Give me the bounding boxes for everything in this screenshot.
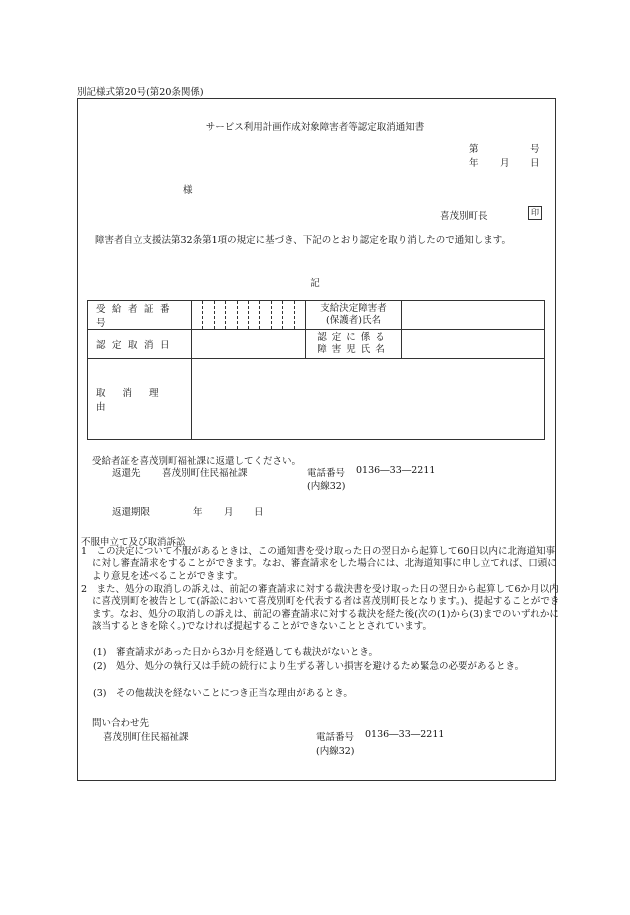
label-child-line1: 認定に係る [317, 332, 390, 343]
contact-dept: 喜茂別町住民福祉課 [103, 732, 189, 743]
document-title: サービス利用計画作成対象障害者等認定取消通知書 [205, 122, 425, 133]
field-cancel-reason[interactable] [192, 359, 545, 440]
label-guardian-line2: (保護者)氏名 [326, 315, 381, 326]
label-child-name [306, 330, 402, 359]
field-child-name[interactable] [402, 330, 545, 359]
form-number: 別記様式第20号(第20条関係) [77, 87, 204, 98]
return-tel: 0136―33―2211 [356, 465, 436, 476]
appeal-sub-2: (2) 処分、処分の執行又は手続の続行により生ずる著しい損害を避けるため緊急の必要があるとき。 [93, 661, 525, 672]
label-cancel-reason: 取消理由 [88, 359, 192, 440]
field-recipient-cert-no[interactable] [192, 301, 306, 330]
cert-number-boxes [192, 301, 305, 329]
doc-number-dai: 第 [469, 144, 479, 155]
seal-mark [528, 206, 542, 220]
date-day: 日 [530, 158, 540, 169]
table-row-recipient [88, 301, 545, 330]
contact-ext: (内線32) [316, 746, 355, 757]
issuer-name: 喜茂別町長 [440, 211, 488, 222]
doc-number-go: 号 [530, 144, 540, 155]
deadline-year: 年 [193, 507, 203, 518]
label-recipient-cert-no: 受給者証番号 [88, 301, 192, 330]
deadline-day: 日 [254, 507, 264, 518]
seal-stamp-icon: 印 [528, 206, 542, 220]
appeal-sub-1: (1) 審査請求があった日から3か月を経過しても裁決がないとき。 [93, 647, 379, 658]
return-dest: 喜茂別町住民福祉課 [162, 468, 248, 479]
return-note: 受給者証を喜茂別町福祉課に返還してください。 [92, 456, 302, 467]
return-ext: (内線32) [307, 481, 346, 492]
ki-heading: 記 [310, 278, 320, 289]
table-row-reason [88, 359, 545, 440]
addressee-suffix: 様 [183, 185, 193, 196]
label-guardian-name [306, 301, 402, 330]
contact-tel-label: 電話番号 [316, 732, 355, 743]
appeal-item-2: 2 また、処分の取消しの訴えは、前記の審査請求に対する裁決書を受け取った日の翌日から起算して6か月以内に喜茂別町を被告として(訴訟において喜茂別町を代表する者は喜茂別町長となります。)、提起することができます。なお、処分の取消しの訴えは、前記の審査請求に対する裁決を経た後(次の(1)から(3)までのいずれかに該当するときを除く。)でなければ提起することができないこととされています。 [81, 584, 560, 633]
contact-heading: 問い合わせ先 [92, 718, 150, 729]
appeal-item-1: 1 この決定について不服があるときは、この通知書を受け取った日の翌日から起算して60日以内に北海道知事に対し審査請求をすることができます。なお、審査請求をした場合には、北海道知事に申し立てれば、口頭により意見を述べることができます。 [81, 546, 557, 582]
field-guardian-name[interactable] [402, 301, 545, 330]
info-table [87, 300, 545, 440]
intro-text: 障害者自立支援法第32条第1項の規定に基づき、下記のとおり認定を取り消したので通知します。 [95, 235, 511, 246]
label-child-line2: 障害児氏名 [317, 344, 390, 355]
table-row-cancel-date [88, 330, 545, 359]
contact-tel: 0136―33―2211 [365, 729, 445, 740]
return-deadline-label: 返還期限 [112, 507, 151, 518]
deadline-month: 月 [224, 507, 234, 518]
field-cancel-date[interactable] [192, 330, 306, 359]
appeal-heading: 不服申立て及び取消訴訟 [81, 537, 186, 548]
label-guardian-line1: 支給決定障害者 [320, 303, 387, 314]
date-month: 月 [500, 158, 510, 169]
date-year: 年 [469, 158, 479, 169]
return-tel-label: 電話番号 [307, 468, 346, 479]
label-cancel-date: 認定取消日 [88, 330, 192, 359]
return-dest-label: 返還先 [112, 468, 141, 479]
appeal-sub-3: (3) その他裁決を経ないことにつき正当な理由があるとき。 [93, 688, 353, 699]
